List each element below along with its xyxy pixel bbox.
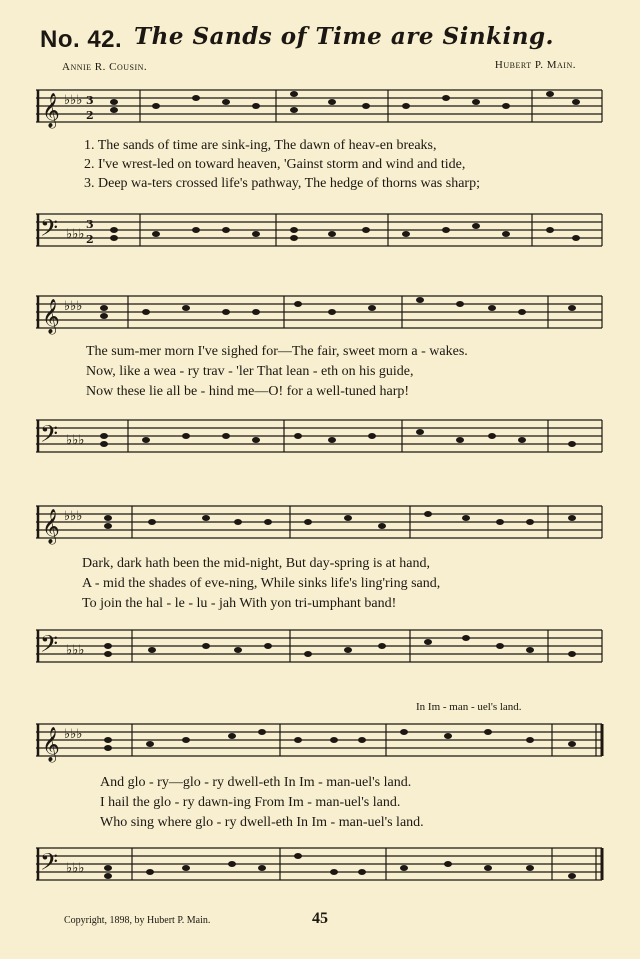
svg-text:♭♭♭: ♭♭♭ [64,509,83,524]
treble-staff-2 [36,290,604,336]
hymn-number: No. 42. [40,26,123,53]
svg-text:𝄞: 𝄞 [42,509,60,544]
hymn-title: The Sands of Time are Sinking. [134,23,555,50]
bass-staff-3 [36,624,604,670]
svg-text:𝄞: 𝄞 [42,727,60,762]
svg-text:𝄞: 𝄞 [42,299,60,334]
lyric-text: The sum-mer morn I've sighed for—The fair, sweet morn a - wakes. [86,344,468,359]
lyric-text: I hail the glo - ry dawn-ing From Im - man-uel's land. [100,795,401,810]
lyric-text: Now these lie all be - hind me—O! for a well-tuned harp! [86,384,410,399]
hymn-composer: Hubert P. Main. [494,59,576,71]
hymn-header [0,0,640,80]
svg-text:♭♭♭: ♭♭♭ [64,93,83,108]
treble-staff-1 [36,84,604,130]
svg-text:3: 3 [86,94,94,107]
svg-text:2: 2 [86,109,94,122]
bass-staff-1 [36,208,604,254]
lyric-text: 3. Deep wa-ters crossed life's pathway, The hedge of thorns was sharp; [84,176,480,191]
bass-staff-4 [36,842,604,888]
lyric-text: 2. I've wrest-led on toward heaven, 'Gainst storm and wind and tide, [84,157,466,172]
copyright-notice: Copyright, 1898, by Hubert P. Main. [64,915,211,926]
svg-text:𝄢: 𝄢 [40,214,59,247]
svg-text:𝄢: 𝄢 [40,420,59,453]
svg-text:♭♭♭: ♭♭♭ [66,433,85,448]
lyric-text: To join the hal - le - lu - jah With yon tri-umphant band! [82,596,397,611]
svg-text:𝄞: 𝄞 [42,93,60,128]
bass-part-words: In Im - man - uel's land. [416,701,522,713]
svg-text:♭♭♭: ♭♭♭ [66,643,85,658]
svg-text:♭♭♭: ♭♭♭ [64,299,83,314]
lyric-text: Now, like a wea - ry trav - 'ler That lean - eth on his guide, [86,364,414,379]
svg-text:2: 2 [86,233,94,246]
lyric-text: Who sing where glo - ry dwell-eth In Im - man-uel's land. [100,815,424,830]
svg-text:𝄢: 𝄢 [40,848,59,881]
hymn-author: Annie R. Cousin. [62,61,148,73]
bass-staff-2 [36,414,604,460]
svg-text:♭♭♭: ♭♭♭ [66,861,85,876]
page-number: 45 [312,910,328,927]
lyric-text: A - mid the shades of eve-ning, While sinks life's ling'ring sand, [82,576,441,591]
lyric-text: Dark, dark hath been the mid-night, But day-spring is at hand, [82,556,430,571]
lyric-text: And glo - ry—glo - ry dwell-eth In Im - man-uel's land. [100,775,412,790]
treble-staff-4 [36,718,604,764]
svg-text:𝄢: 𝄢 [40,630,59,663]
svg-text:3: 3 [86,218,94,231]
svg-text:♭♭♭: ♭♭♭ [66,227,85,242]
svg-text:♭♭♭: ♭♭♭ [64,727,83,742]
treble-staff-3 [36,500,604,546]
lyric-text: 1. The sands of time are sink-ing, The dawn of heav-en breaks, [84,138,437,153]
